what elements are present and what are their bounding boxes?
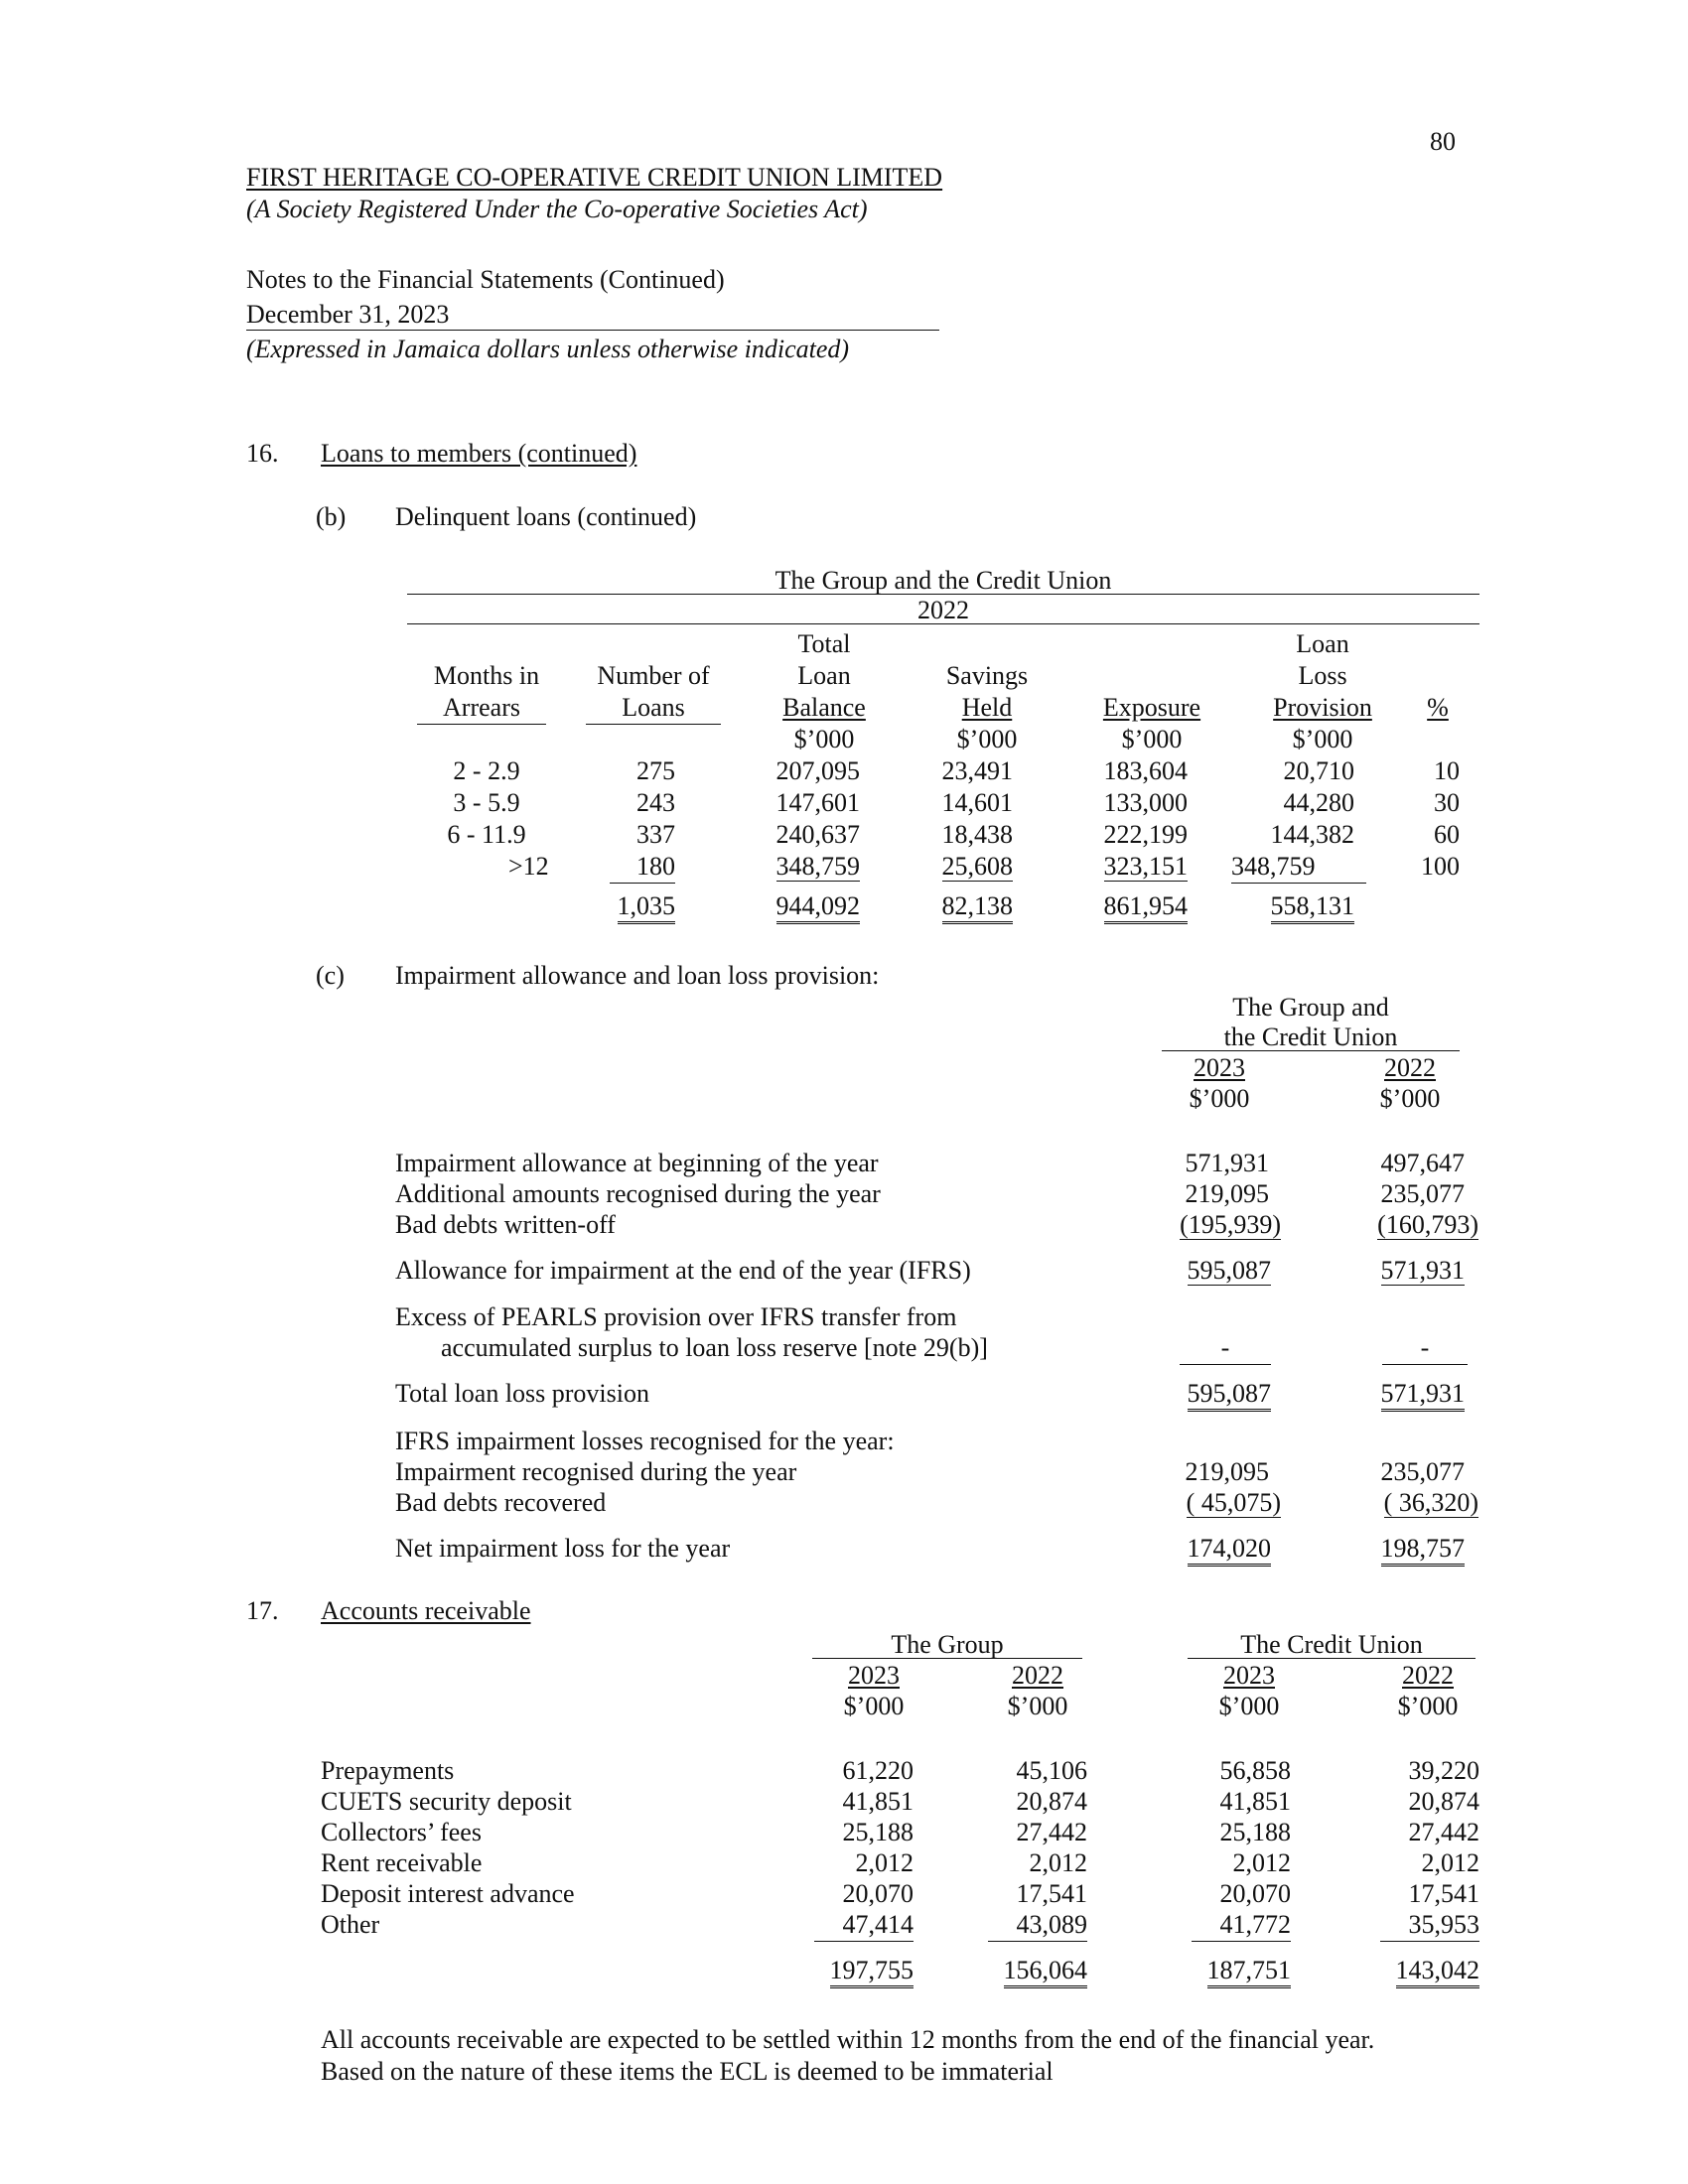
row-g2023: 61,220 [842,1756,914,1785]
row-v2023: 219,095 [1185,1457,1269,1486]
row-g2022: 43,089 [988,1909,1087,1942]
row-label: Net impairment loss for the year [395,1534,731,1563]
row-c2023: 2,012 [1232,1848,1291,1877]
date-underline [246,330,939,331]
impairment-year1: 2023 [1194,1053,1245,1082]
row-v2022: 571,931 [1381,1379,1466,1412]
col6-unit: $’000 [1292,725,1353,753]
statement-date: December 31, 2023 [246,300,450,329]
impairment-unit2: $’000 [1379,1084,1441,1113]
row-g2022: 20,874 [1016,1787,1087,1816]
col3-l1: Total [797,629,851,658]
impairment-group-l2: the Credit Union [1223,1023,1398,1051]
row-exposure: 183,604 [1103,756,1188,785]
row-label: Impairment recognised during the year [395,1457,797,1486]
row-label: Collectors’ fees [321,1818,482,1846]
row-v2023: 595,087 [1187,1256,1271,1285]
receivable-group-heading: The Group [891,1630,1004,1659]
total-exposure: 861,954 [1104,891,1189,924]
row-loans: 243 [636,788,675,817]
total-c2022: 143,042 [1396,1956,1480,1988]
row-savings: 25,608 [941,852,1013,881]
row-c2023: 41,851 [1219,1787,1291,1816]
receivable-year-c2022: 2022 [1402,1661,1454,1690]
receivable-year-c2023: 2023 [1223,1661,1275,1690]
receivable-cu-rule [1188,1658,1476,1659]
row-label: Total loan loss provision [395,1379,650,1408]
row-v2022: ( 36,320) [1383,1488,1478,1517]
row-g2022: 45,106 [1016,1756,1087,1785]
col1-l2: Months in [433,661,540,690]
receivable-group-rule [812,1658,1082,1659]
row-label: Allowance for impairment at the end of the year (IFRS) [395,1256,971,1285]
row-label: IFRS impairment losses recognised for the year: [395,1427,895,1455]
receivable-unit-4: $’000 [1397,1692,1459,1720]
row-arrears: 6 - 11.9 [447,820,526,849]
note16b-title: Delinquent loans (continued) [395,502,697,531]
col3-l2: Loan [797,661,851,690]
receivable-year-g2022: 2022 [1012,1661,1063,1690]
row-arrears: 2 - 2.9 [453,756,520,785]
currency-note: (Expressed in Jamaica dollars unless otherwise indicated) [246,335,850,363]
row-balance: 147,601 [775,788,860,817]
row-balance: 207,095 [775,756,860,785]
org-name: FIRST HERITAGE CO-OPERATIVE CREDIT UNION LIMITED [246,163,943,192]
notes-title: Notes to the Financial Statements (Continued) [246,265,725,294]
row-g2023: 20,070 [842,1879,914,1908]
row-label: Excess of PEARLS provision over IFRS transfer from [395,1302,957,1331]
col4-l3: Held [961,693,1013,722]
row-pct: 100 [1421,852,1460,881]
row-v2023: ( 45,075) [1186,1488,1281,1517]
org-subtitle: (A Society Registered Under the Co-operative Societies Act) [246,195,868,223]
group-heading-rule [407,594,1479,595]
row-v2023: 595,087 [1188,1379,1272,1412]
row-savings: 18,438 [941,820,1013,849]
total-provision: 558,131 [1271,891,1355,924]
page-number: 80 [1430,127,1456,156]
row-v2023: 571,931 [1185,1149,1269,1177]
col5-l3: Exposure [1102,693,1201,722]
note17-number: 17. [246,1596,279,1625]
row-v2022: 235,077 [1380,1179,1465,1208]
note16b-label: (b) [316,502,347,531]
col2-l2: Number of [597,661,710,690]
row-g2022: 17,541 [1016,1879,1087,1908]
row-label: Additional amounts recognised during the year [395,1179,881,1208]
row-g2023: 47,414 [814,1909,914,1942]
row-label: Prepayments [321,1756,455,1785]
row-v2022: (160,793) [1377,1210,1478,1239]
total-savings: 82,138 [942,891,1014,924]
row-g2023: 25,188 [842,1818,914,1846]
row-g2022: 2,012 [1029,1848,1087,1877]
row-balance: 348,759 [775,852,860,881]
row-pct: 60 [1434,820,1460,849]
row-provision: 348,759 [1231,851,1366,884]
row-g2022: 27,442 [1016,1818,1087,1846]
row-label: Rent receivable [321,1848,483,1877]
row-v2022: 497,647 [1380,1149,1465,1177]
row-c2023: 41,772 [1192,1909,1291,1942]
row-v2023: 174,020 [1188,1534,1272,1567]
col7-l3: % [1427,693,1449,722]
row-v2022: 198,757 [1381,1534,1466,1567]
note16-number: 16. [246,439,279,468]
row-label: Deposit interest advance [321,1879,575,1908]
impairment-year2: 2022 [1384,1053,1436,1082]
row-label: Other [321,1910,380,1939]
impairment-group-rule [1162,1050,1460,1051]
row-provision: 20,710 [1283,756,1354,785]
row-label: Bad debts recovered [395,1488,607,1517]
row-g2023: 41,851 [842,1787,914,1816]
receivable-footnote-1: All accounts receivable are expected to be settled within 12 months from the end of the financial year. [321,2025,1375,2054]
row-c2023: 25,188 [1219,1818,1291,1846]
row-loans: 275 [636,756,675,785]
row-c2022: 39,220 [1408,1756,1479,1785]
row-exposure: 133,000 [1103,788,1188,817]
row-loans: 337 [636,820,675,849]
row-c2022: 20,874 [1408,1787,1479,1816]
row-c2022: 17,541 [1408,1879,1479,1908]
row-savings: 23,491 [941,756,1013,785]
row-balance: 240,637 [775,820,860,849]
row-c2023: 20,070 [1219,1879,1291,1908]
col2-l3: Loans [586,692,721,725]
receivable-footnote-2: Based on the nature of these items the ECL is deemed to be immaterial [321,2057,1054,2086]
year-rule [407,623,1479,624]
row-exposure: 323,151 [1103,852,1188,881]
row-c2022: 27,442 [1408,1818,1479,1846]
receivable-unit-2: $’000 [1007,1692,1068,1720]
note17-title: Accounts receivable [321,1596,531,1625]
row-c2023: 56,858 [1219,1756,1291,1785]
receivable-unit-3: $’000 [1218,1692,1280,1720]
note16c-title: Impairment allowance and loan loss provision: [395,961,880,990]
row-savings: 14,601 [941,788,1013,817]
col6-l1: Loan [1296,629,1349,658]
col6-l3: Provision [1273,693,1372,722]
col3-unit: $’000 [793,725,855,753]
impairment-unit1: $’000 [1189,1084,1250,1113]
delinquent-group-heading: The Group and the Credit Union [774,566,1112,595]
receivable-cu-heading: The Credit Union [1240,1630,1423,1659]
row-label: Impairment allowance at beginning of the year [395,1149,879,1177]
note16c-label: (c) [316,961,345,990]
col1-l3: Arrears [417,692,546,725]
row-v2023: - [1180,1332,1271,1365]
row-v2022: - [1382,1332,1468,1365]
row-provision: 144,382 [1270,820,1354,849]
row-v2022: 571,931 [1380,1256,1465,1285]
row-pct: 10 [1434,756,1460,785]
row-label-cont: accumulated surplus to loan loss reserve [note 29(b)] [441,1333,988,1362]
row-arrears: >12 [508,852,549,881]
row-exposure: 222,199 [1103,820,1188,849]
row-v2023: (195,939) [1180,1210,1281,1239]
row-v2023: 219,095 [1185,1179,1269,1208]
row-c2022: 35,953 [1380,1909,1479,1942]
row-arrears: 3 - 5.9 [453,788,520,817]
receivable-unit-1: $’000 [843,1692,905,1720]
row-loans: 180 [610,851,675,884]
total-g2022: 156,064 [1004,1956,1088,1988]
total-g2023: 197,755 [830,1956,914,1988]
receivable-year-g2023: 2023 [848,1661,900,1690]
col4-l2: Savings [945,661,1029,690]
row-label: CUETS security deposit [321,1787,572,1816]
col4-unit: $’000 [956,725,1018,753]
total-balance: 944,092 [776,891,861,924]
delinquent-year: 2022 [917,596,969,624]
row-provision: 44,280 [1283,788,1354,817]
row-g2023: 2,012 [855,1848,914,1877]
row-label: Bad debts written-off [395,1210,616,1239]
note16-title: Loans to members (continued) [321,439,637,468]
row-c2022: 2,012 [1421,1848,1479,1877]
impairment-group-l1: The Group and [1232,993,1389,1022]
row-v2022: 235,077 [1380,1457,1465,1486]
row-pct: 30 [1434,788,1460,817]
col3-l3: Balance [782,693,866,722]
col6-l2: Loss [1298,661,1347,690]
total-c2023: 187,751 [1207,1956,1292,1988]
col5-unit: $’000 [1121,725,1183,753]
total-loans: 1,035 [618,891,676,924]
